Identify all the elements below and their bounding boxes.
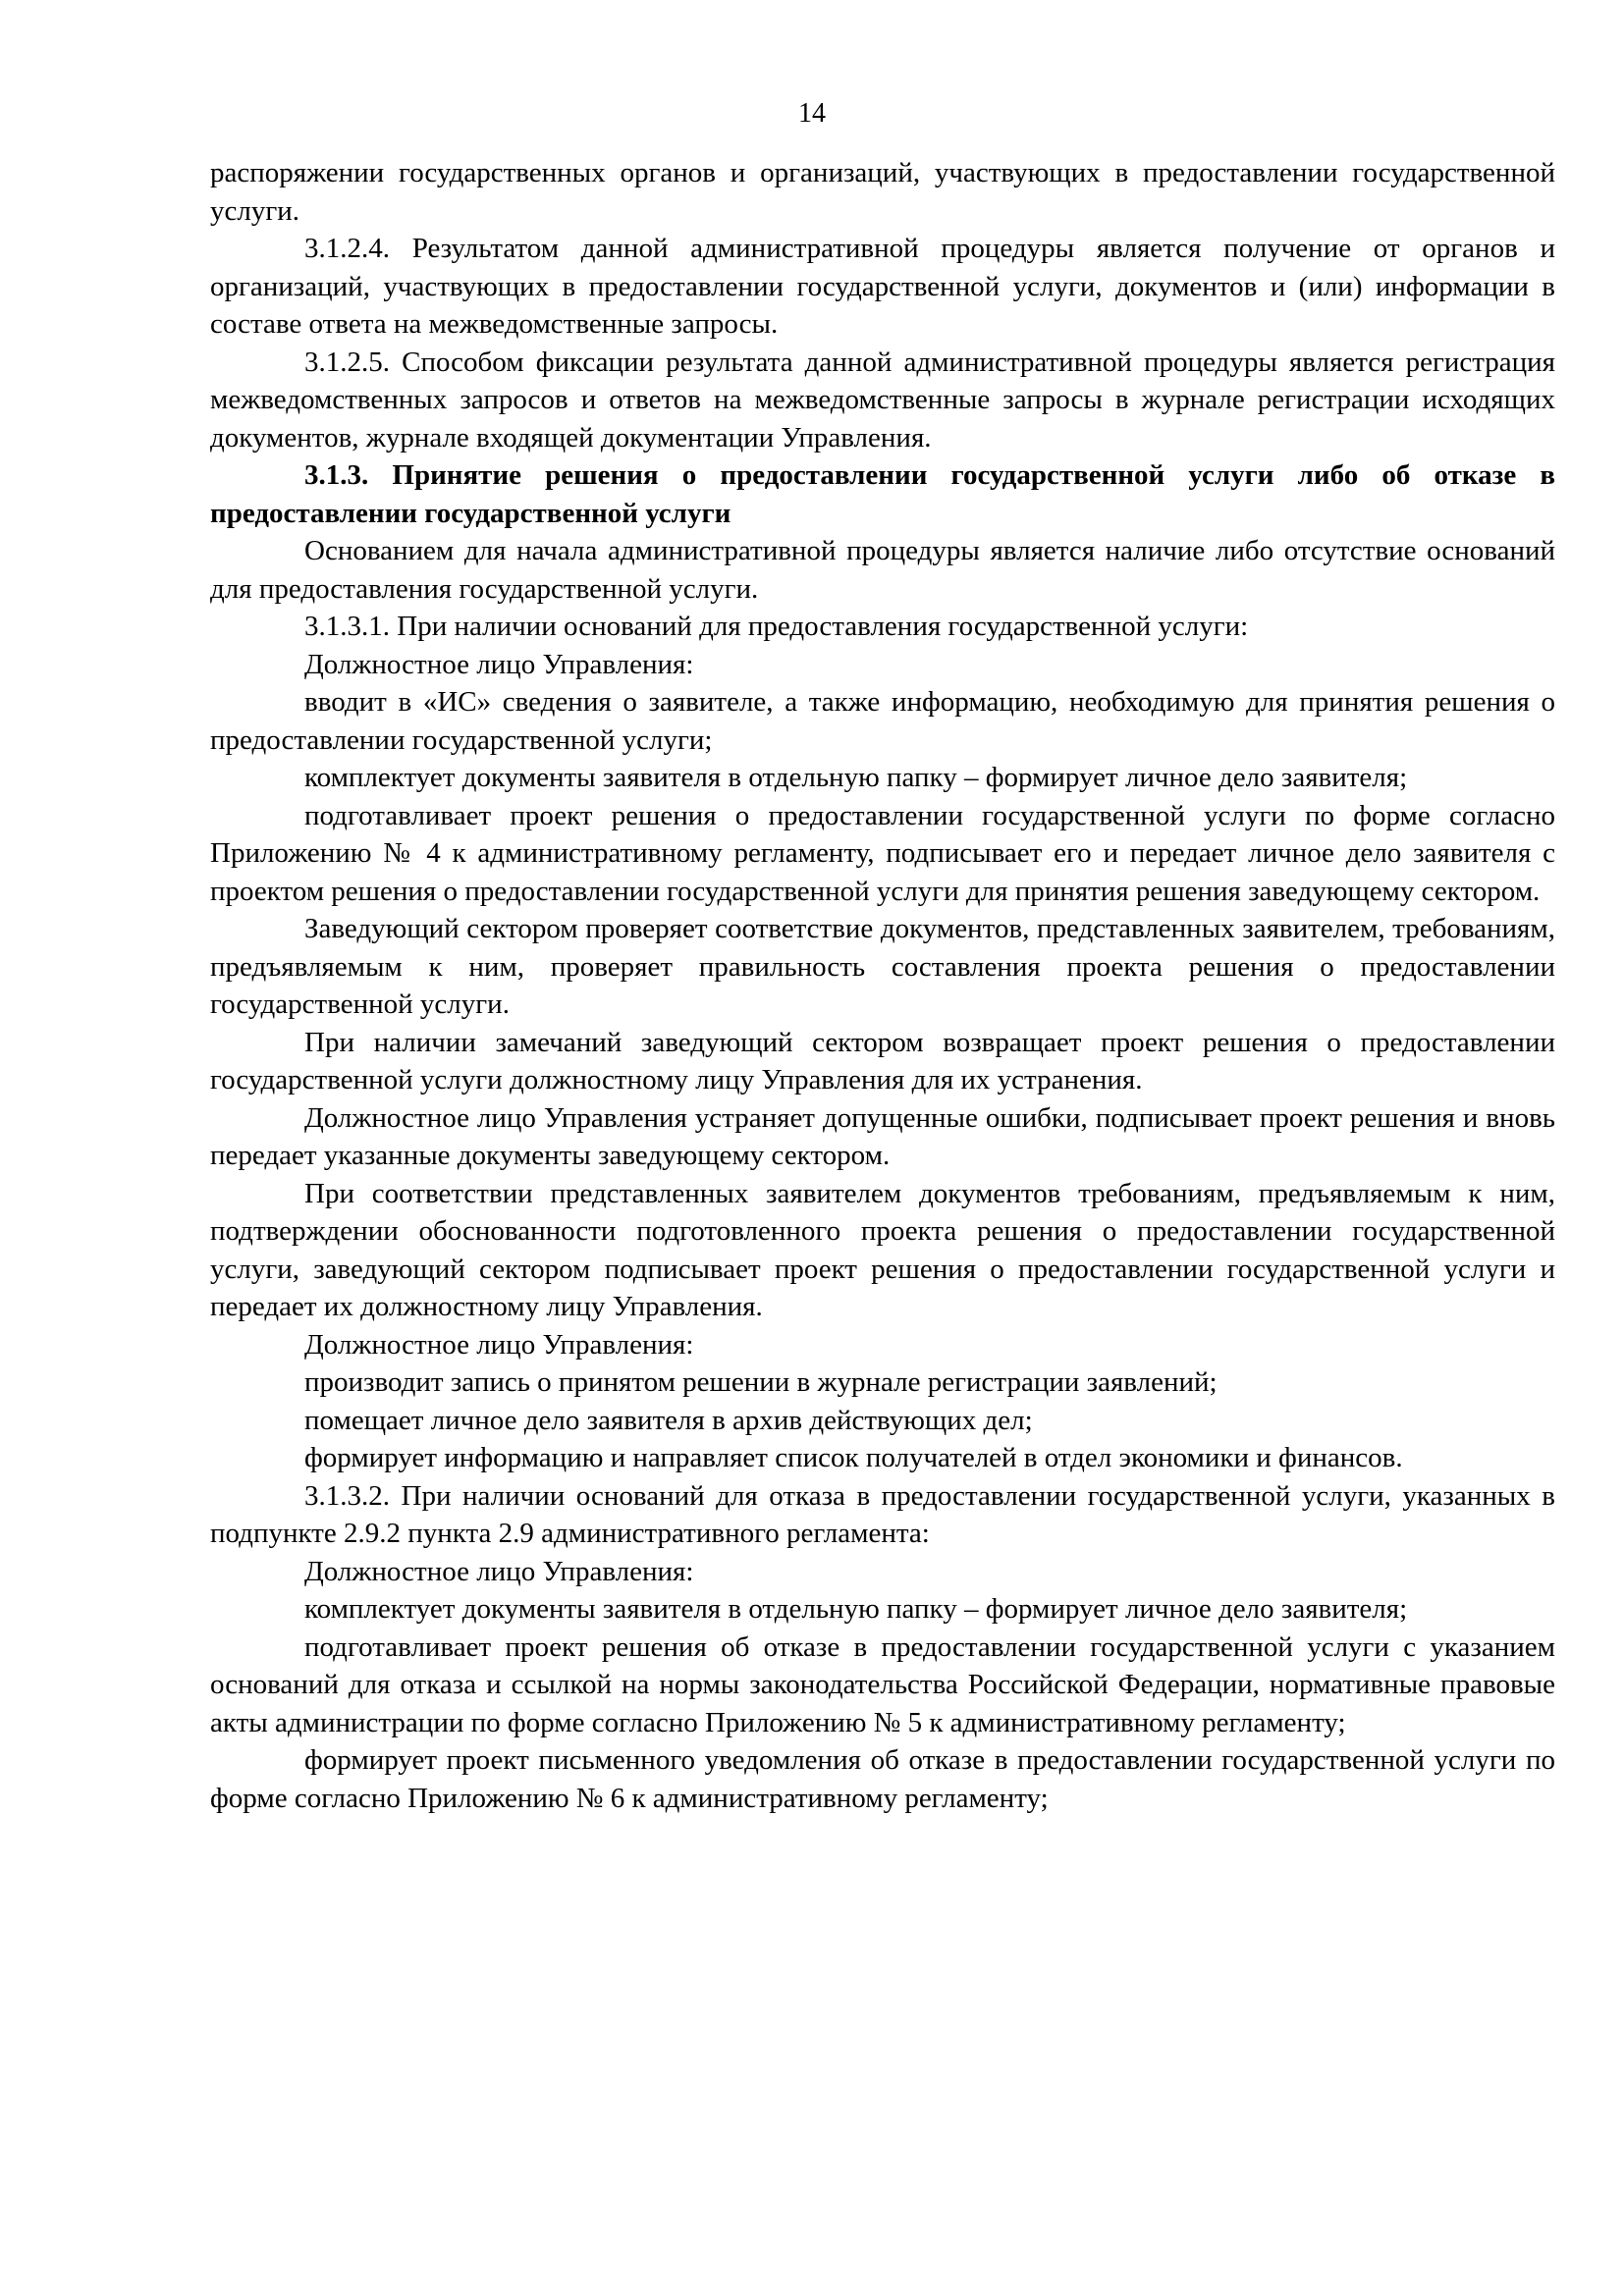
paragraph: комплектует документы заявителя в отдельную папку – формирует личное дело заявителя; [304, 762, 1408, 793]
paragraph-continuation: распоряжении государственных органов и организаций, участвующих в предоставлении государственной услуги. [210, 157, 1555, 227]
paragraph: подготавливает проект решения об отказе в предоставлении государственной услуги с указанием оснований для отказа и ссылкой на нормы законодательства Российской Федерации, нормативные правовые акты администрации по форме согласно Приложению № 5 к административному регламенту; [210, 1630, 1555, 1738]
paragraph: При наличии замечаний заведующий сектором возвращает проект решения о предоставлении государственной услуги должностному лицу Управления для их устранения. [210, 1026, 1555, 1095]
paragraph: Заведующий сектором проверяет соответствие документов, представленных заявителем, требованиям, предъявляемым к ним, проверяет правильность составления проекта решения о предоставлении государственной услуги. [210, 913, 1555, 1020]
paragraph-3-1-3-1: 3.1.3.1. При наличии оснований для предоставления государственной услуги: [304, 611, 1249, 642]
paragraph: производит запись о принятом решении в журнале регистрации заявлений; [304, 1366, 1218, 1398]
paragraph-3-1-2-4: 3.1.2.4. Результатом данной административной процедуры является получение от органов и организаций, участвующих в предоставлении государственной услуги, документов и (или) информации в составе ответа на межведомственные запросы. [210, 233, 1555, 340]
paragraph: При соответствии представленных заявителем документов требованиям, предъявляемым к ним, подтверждении обоснованности подготовленного проекта решения о предоставлении государственной услуги, заведующий сектором подписывает проект решения о предоставлении государственной услуги и передает их должностному лицу Управления. [210, 1177, 1555, 1322]
paragraph: формирует проект письменного уведомления об отказе в предоставлении государственной услуги по форме согласно Приложению № 6 к административному регламенту; [210, 1744, 1555, 1814]
paragraph: вводит в «ИС» сведения о заявителе, а также информацию, необходимую для принятия решения о предоставлении государственной услуги; [210, 686, 1555, 756]
paragraph: Должностное лицо Управления устраняет допущенные ошибки, подписывает проект решения и вновь передает указанные документы заведующему сектором. [210, 1101, 1555, 1171]
paragraph: помещает личное дело заявителя в архив действующих дел; [304, 1404, 1033, 1436]
document-body [210, 154, 1555, 1817]
paragraph-3-1-2-5: 3.1.2.5. Способом фиксации результата данной административной процедуры является регистрация межведомственных запросов и ответов на межведомственные запросы в журнале регистрации исходящих документов, журнале входящей документации Управления. [210, 346, 1555, 454]
paragraph: формирует информацию и направляет список получателей в отдел экономики и финансов. [304, 1442, 1403, 1473]
paragraph: комплектует документы заявителя в отдельную папку – формирует личное дело заявителя; [304, 1593, 1408, 1625]
page-number: 14 [798, 98, 826, 129]
paragraph: Должностное лицо Управления: [304, 1328, 694, 1361]
paragraph-3-1-3-2: 3.1.3.2. При наличии оснований для отказа в предоставлении государственной услуги, указанных в подпункте 2.9.2 пункта 2.9 административного регламента: [210, 1479, 1555, 1549]
paragraph: подготавливает проект решения о предоставлении государственной услуги по форме согласно Приложению № 4 к административному регламенту, подписывает его и передает личное дело заявителя с проектом решения о предоставлении государственной услуги для принятия решения заведующему сектором. [210, 799, 1555, 907]
paragraph: Основанием для начала административной процедуры является наличие либо отсутствие оснований для предоставления государственной услуги. [210, 535, 1555, 605]
section-heading-3-1-3: 3.1.3. Принятие решения о предоставлении государственной услуги либо об отказе в предоставлении государственной услуги [210, 459, 1555, 529]
paragraph: Должностное лицо Управления: [304, 648, 694, 680]
paragraph: Должностное лицо Управления: [304, 1555, 694, 1587]
